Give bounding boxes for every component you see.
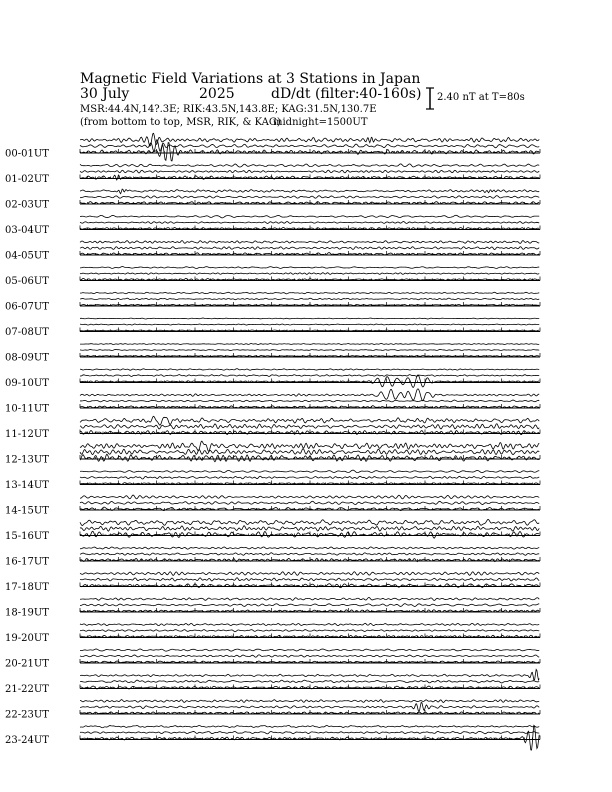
trace-rik [80, 604, 539, 607]
hour-axes [80, 149, 540, 740]
trace-kag [80, 547, 539, 549]
hour-label: 13-14UT [5, 480, 49, 491]
trace-kag [80, 292, 539, 294]
hour-label: 15-16UT [5, 531, 49, 542]
scale-bar-icon [426, 88, 434, 109]
hour-label: 03-04UT [5, 225, 49, 236]
trace-rik [80, 449, 539, 455]
hour-label: 12-13UT [5, 454, 49, 466]
trace-kag [80, 164, 539, 167]
hour-label: 16-17UT [5, 556, 49, 568]
hour-label: 09-10UT [5, 378, 49, 389]
hour-label: 00-01UT [5, 148, 49, 160]
midnight-note: midnight=1500UT [273, 117, 368, 128]
trace-kag [80, 267, 539, 269]
trace-rik [80, 298, 539, 300]
trace-rik [80, 247, 539, 250]
trace-rik [80, 196, 539, 199]
hour-label: 21-22UT [5, 684, 49, 695]
hour-label: 18-19UT [5, 607, 49, 619]
hour-labels [5, 149, 49, 747]
hour-label: 04-05UT [5, 250, 49, 262]
trace-kag [80, 318, 539, 319]
hour-label: 02-03UT [5, 199, 49, 211]
trace-rik [80, 273, 539, 275]
trace-kag [80, 241, 539, 244]
trace-msr [80, 584, 539, 588]
station-traces [80, 133, 539, 750]
date-year: 2025 [199, 86, 235, 102]
hour-label: 05-06UT [5, 276, 49, 287]
trace-kag [80, 441, 539, 451]
trace-kag [80, 189, 539, 194]
hour-label: 06-07UT [5, 301, 49, 313]
station-coordinates: MSR:44.4N,14?.3E; RIK:43.5N,143.8E; KAG:31.5N,130.7E [80, 104, 377, 115]
hour-label: 10-11UT [5, 403, 49, 415]
trace-msr [80, 454, 539, 461]
hour-label: 07-08UT [5, 327, 49, 338]
trace-rik [80, 222, 539, 224]
trace-kag [80, 519, 539, 525]
trace-rik [80, 170, 539, 173]
chart-title: Magnetic Field Variations at 3 Stations in Japan [80, 71, 421, 87]
trace-rik [80, 655, 539, 657]
trace-kag [80, 343, 539, 344]
date-day: 30 July [80, 86, 130, 102]
trace-msr [80, 356, 539, 357]
hour-label: 20-21UT [5, 658, 49, 670]
hour-label: 17-18UT [5, 582, 49, 593]
hour-label: 23-24UT [5, 735, 49, 746]
trace-kag [80, 470, 539, 473]
trace-kag [80, 700, 539, 703]
trace-kag [80, 215, 539, 218]
trace-rik [80, 375, 539, 377]
hour-label: 11-12UT [5, 429, 49, 440]
trace-msr [80, 175, 539, 180]
trace-msr [80, 375, 539, 387]
trace-rik [80, 680, 539, 683]
trace-kag [80, 725, 539, 727]
quantity-filter-label: dD/dt (filter:40-160s) [271, 86, 422, 102]
trace-rik [80, 630, 539, 632]
trace-rik [80, 578, 539, 581]
trace-kag [80, 495, 539, 499]
trace-kag [80, 572, 539, 576]
trace-rik [80, 324, 539, 325]
trace-kag [80, 369, 539, 371]
trace-rik [80, 702, 539, 711]
trace-kag [80, 649, 539, 651]
trace-rik [80, 731, 539, 733]
trace-rik [80, 424, 539, 429]
trace-rik [80, 526, 539, 532]
trace-kag [80, 597, 539, 600]
hour-label: 22-23UT [5, 709, 49, 721]
trace-rik [80, 349, 539, 350]
station-order-note: (from bottom to top, MSR, RIK, & KAG) [80, 117, 281, 128]
trace-msr [80, 304, 539, 305]
scale-label: 2.40 nT at T=80s [437, 92, 525, 103]
hour-label: 19-20UT [5, 633, 49, 644]
hour-label: 08-09UT [5, 352, 49, 364]
trace-kag [80, 389, 539, 401]
trace-kag [80, 669, 539, 680]
trace-kag [80, 623, 539, 625]
trace-rik [80, 553, 539, 556]
trace-rik [80, 400, 539, 402]
hour-label: 14-15UT [5, 505, 49, 517]
trace-kag [80, 133, 539, 146]
trace-rik [80, 501, 539, 504]
hour-label: 01-02UT [5, 174, 49, 185]
trace-kag [80, 416, 539, 425]
trace-rik [80, 476, 539, 479]
